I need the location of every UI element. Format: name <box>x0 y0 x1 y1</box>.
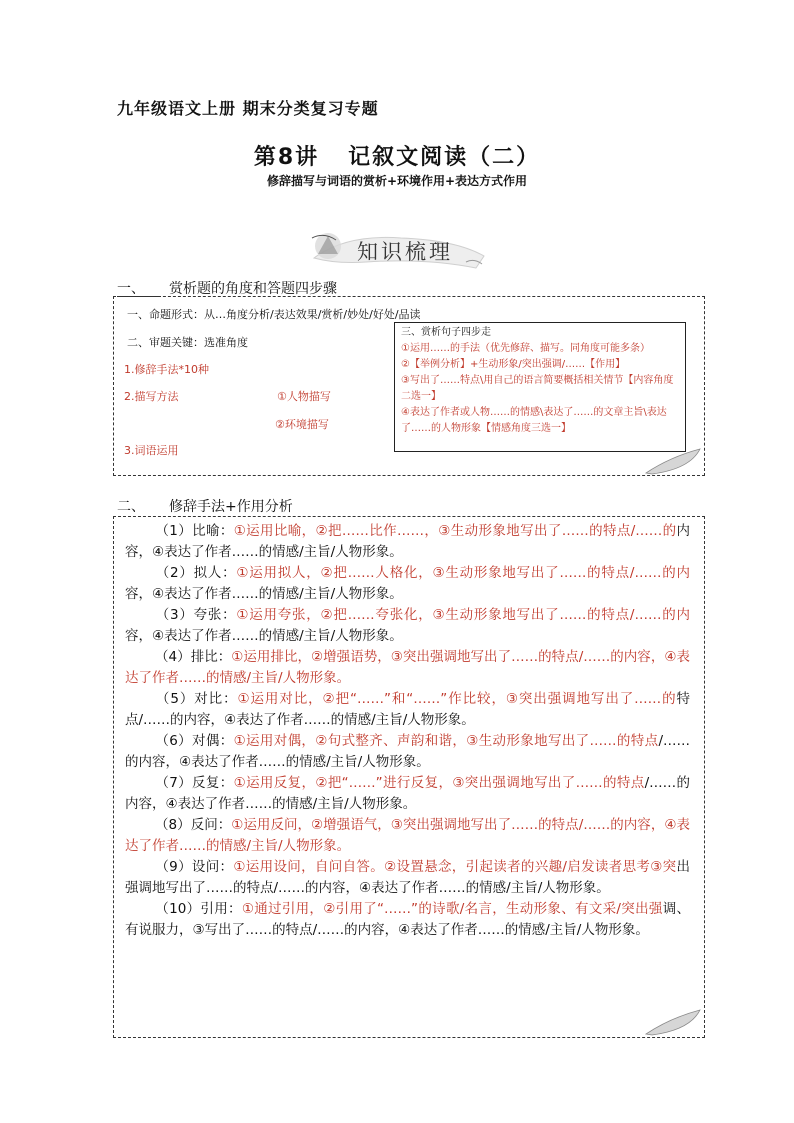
item-description: 2.描写方法 <box>124 390 179 403</box>
four-steps-box <box>394 322 686 452</box>
page-curl-decoration <box>642 447 704 475</box>
rhetoric-method: ①运用夸张，②把……夸张化，③生动形象地写出了……的特点/……的内 <box>236 607 690 623</box>
rhetoric-method: ①运用对比，②把“……”和“……”作比较，③突出强调地写出了……的 <box>237 691 677 707</box>
item-word-usage: 3.词语运用 <box>124 444 179 457</box>
rhetoric-label: （3）夸张： <box>155 607 237 623</box>
item-character-description: ①人物描写 <box>277 390 331 403</box>
rhetoric-method: ①运用排比，②增强语势，③突出强调地写出了……的特点/……的内容， <box>231 649 665 665</box>
rhetoric-item-6 <box>125 731 690 773</box>
rhetoric-method: ①运用对偶，②句式整齐、声韵和谐，③生动形象地写出了……的特点 <box>233 733 659 749</box>
page-title: 第8讲 记叙文阅读（二） <box>253 145 541 170</box>
rhetoric-label: （1）比喻： <box>155 523 234 539</box>
rhetoric-label: （5）对比： <box>155 691 238 707</box>
rhetoric-effect: ④表达了作者……的情感/主旨/人物形象。 <box>125 649 691 686</box>
rhetoric-method: ①运用比喻，②把……比作……，③生动形象地写出了……的特点/……的 <box>233 523 677 539</box>
banner-title: 知识梳理 <box>357 240 453 264</box>
rhetoric-effect: 容，④表达了作者……的情感/主旨/人物形象。 <box>125 586 403 602</box>
rhetoric-method: ①运用拟人，②把……人格化，③生动形象地写出了……的特点/……的内 <box>236 565 690 581</box>
step-1: ①运用……的手法（优先修辞、描写。同角度可能多条） <box>401 343 650 354</box>
rhetoric-label: （8）反问： <box>155 817 232 833</box>
section-number: 一、 <box>117 281 145 297</box>
rhetoric-item-1 <box>125 521 690 563</box>
rhetoric-method: ①通过引用，②引用了“……”的诗歌/名言，生动形象、有文采/突出强 <box>241 901 663 917</box>
rhetoric-effect: ④表达了作者……的情感/主旨/人物形象。 <box>125 817 691 854</box>
item-environment-description: ②环境描写 <box>275 418 329 431</box>
box-line-key-point: 二、审题关键：选准角度 <box>127 336 248 349</box>
rhetoric-item-10 <box>125 899 690 941</box>
rhetoric-label: （9）设问： <box>155 859 234 875</box>
rhetoric-effect: 调、有说服力，③写出了……的特点/……的内容，④表达了作者……的情感/主旨/人物形 <box>125 901 691 938</box>
rhetoric-item-5 <box>125 689 690 731</box>
section-heading-2 <box>117 496 293 516</box>
rhetoric-effect: 容，④表达了作者……的情感/主旨/人物形象。 <box>125 628 403 644</box>
section-label: 修辞手法+作用分析 <box>169 499 293 515</box>
rhetoric-method: ①运用反问，②增强语气，③突出强调地写出了……的特点/……的内容， <box>231 817 665 833</box>
section-number: 二、 <box>117 499 145 515</box>
rhetoric-item-4 <box>125 647 690 689</box>
step-4: ④表达了作者或人物……的情感\表达了……的文章主旨\表达了……的人物形象【情感角度三选一】 <box>401 407 667 434</box>
rhetoric-label: （2）拟人： <box>155 565 237 581</box>
rhetoric-item-2 <box>125 563 690 605</box>
rhetoric-item-9 <box>125 857 690 899</box>
rhetoric-method: ①运用设问，自问自答。②设置悬念，引起读者的兴趣/启发读者思考③突 <box>233 859 677 875</box>
step-3: ③写出了……特点\用自己的语言简要概括相关情节【内容角度二选一】 <box>401 375 674 402</box>
page-subtitle: 修辞描写与词语的赏析+环境作用+表达方式作用 <box>266 174 528 188</box>
rhetoric-label: （4）排比： <box>155 649 232 665</box>
rhetoric-effect-end: 象。 <box>621 922 649 938</box>
section-heading-1 <box>117 278 337 298</box>
rhetoric-effect: /……的内容，④表达了作者……的情感/主旨/人物形象。 <box>125 775 691 812</box>
rhetoric-effect: 内容，④表达了作者……的情感/主旨/人物形象。 <box>125 523 690 560</box>
rhetoric-effect: /……的内容，④表达了作者……的情感/主旨/人物形象。 <box>125 733 690 770</box>
box-line-question-form: 一、命题形式：从…角度分析/表达效果/赏析/妙处/好处/品读 <box>127 308 421 321</box>
rhetoric-method: ①运用反复，②把“……”进行反复，③突出强调地写出了……的特点 <box>233 775 645 791</box>
rhetoric-label: （6）对偶： <box>155 733 234 749</box>
rhetoric-label: （7）反复： <box>155 775 234 791</box>
section-label: 赏析题的角度和答题四步骤 <box>169 281 337 297</box>
step-2: ②【举例分析】+生动形象/突出强调/……【作用】 <box>401 359 626 370</box>
rhetoric-effect: 特点/……的内容，④表达了作者……的情感/主旨/人物形象。 <box>125 691 690 728</box>
rhetoric-label: （10）引用： <box>155 901 242 917</box>
rhetoric-item-3 <box>125 605 690 647</box>
rhetoric-item-7 <box>125 773 690 815</box>
page-curl-decoration <box>642 1008 704 1036</box>
document-header: 九年级语文上册 期末分类复习专题 <box>117 99 379 118</box>
rhetoric-item-8 <box>125 815 690 857</box>
steps-title: 三、赏析句子四步走 <box>401 327 491 338</box>
rhetoric-effect: 出强调地写出了……的特点/……的内容，④表达了作者……的情感/主旨/人物形象。 <box>125 859 690 896</box>
item-rhetoric: 1.修辞手法*10种 <box>124 363 209 376</box>
